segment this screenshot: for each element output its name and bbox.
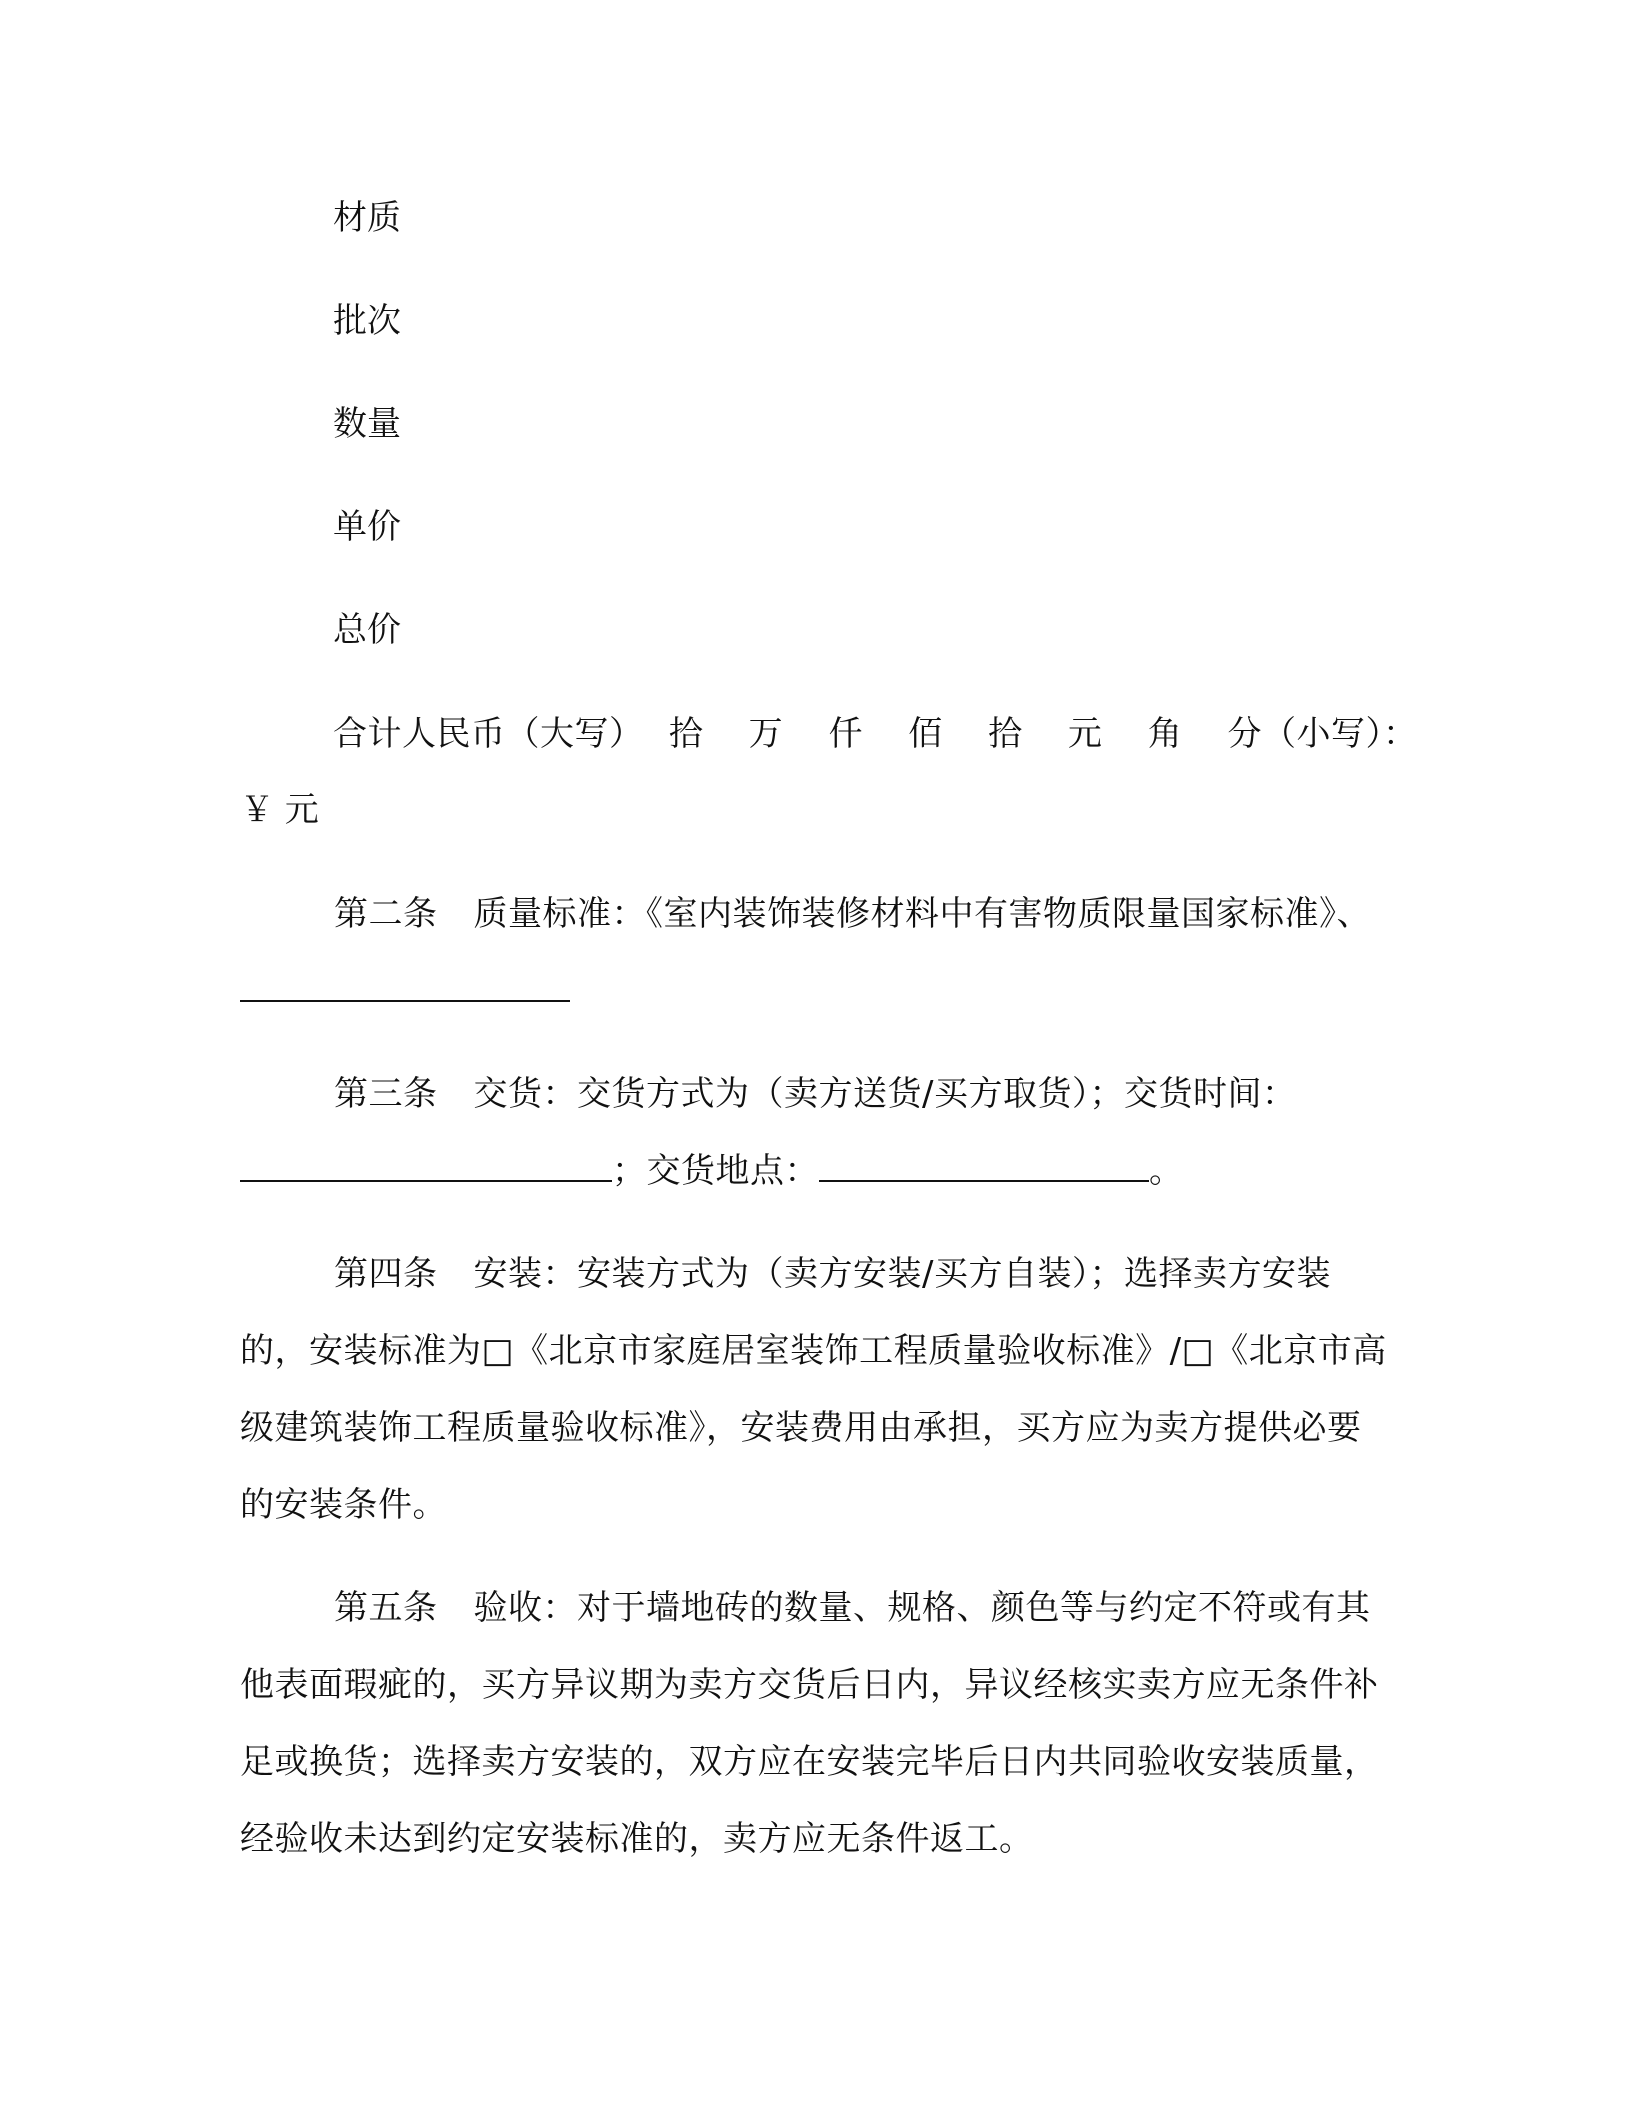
total-unit: 分 <box>1227 714 1262 754</box>
article-2-title: 第二条 <box>334 894 438 934</box>
total-unit: 仟 <box>828 714 863 754</box>
article-4-title: 第四条 <box>334 1254 438 1294</box>
total-unit: 拾 <box>988 714 1023 754</box>
article-3-text-end: 。 <box>1149 1151 1184 1191</box>
total-unit: 拾 <box>668 714 704 754</box>
article-2 <box>240 876 1390 1030</box>
article-5-text: 验收：对于墙地砖的数量、规格、颜色等与约定不符或有其他表面瑕疵的，买方异议期为卖方交货后日内，异议经核实卖方应无条件补足或换货；选择卖方安装的，双方应在安装完毕后日内共同验收安装质量，经验收未达到约定安装标准的，卖方应无条件返工。 <box>240 1588 1379 1859</box>
article-3-title: 第三条 <box>334 1074 438 1114</box>
field-unit-price: 单价 <box>333 507 401 547</box>
article-5 <box>240 1570 1390 1878</box>
field-material: 材质 <box>333 198 401 238</box>
field-total-price: 总价 <box>333 610 401 650</box>
total-amount-line <box>333 714 1418 754</box>
article-4-text: 安装：安装方式为（卖方安装/买方自装）；选择卖方安装的，安装标准为□《北京市家庭居室装饰工程质量验收标准》/□《北京市高级建筑装饰工程质量验收标准》，安装费用由承担，买方应为卖方提供必要的安装条件。 <box>240 1254 1387 1525</box>
total-unit: 万 <box>748 714 784 754</box>
field-batch: 批次 <box>333 301 401 341</box>
article-5-title: 第五条 <box>334 1588 438 1628</box>
article-2-text: 质量标准：《室内装饰装修材料中有害物质限量国家标准》、 <box>473 894 1371 934</box>
total-unit: 角 <box>1147 714 1183 754</box>
article-3 <box>240 1056 1390 1210</box>
field-quantity: 数量 <box>333 404 401 444</box>
article-3-text-delivery-place: ；交货地点： <box>612 1151 819 1191</box>
blank-line <box>240 972 570 1002</box>
blank-line <box>240 1152 612 1182</box>
blank-line <box>819 1152 1149 1182</box>
article-4 <box>240 1236 1390 1544</box>
article-3-text-delivery-time: 交货：交货方式为（卖方送货/买方取货）；交货时间： <box>473 1074 1297 1114</box>
total-unit: 元 <box>1067 714 1103 754</box>
total-suffix: （小写）： <box>1262 714 1418 754</box>
total-prefix: 合计人民币（大写） <box>333 714 644 754</box>
currency-line: ￥ 元 <box>240 790 319 830</box>
total-unit: 佰 <box>908 714 943 754</box>
